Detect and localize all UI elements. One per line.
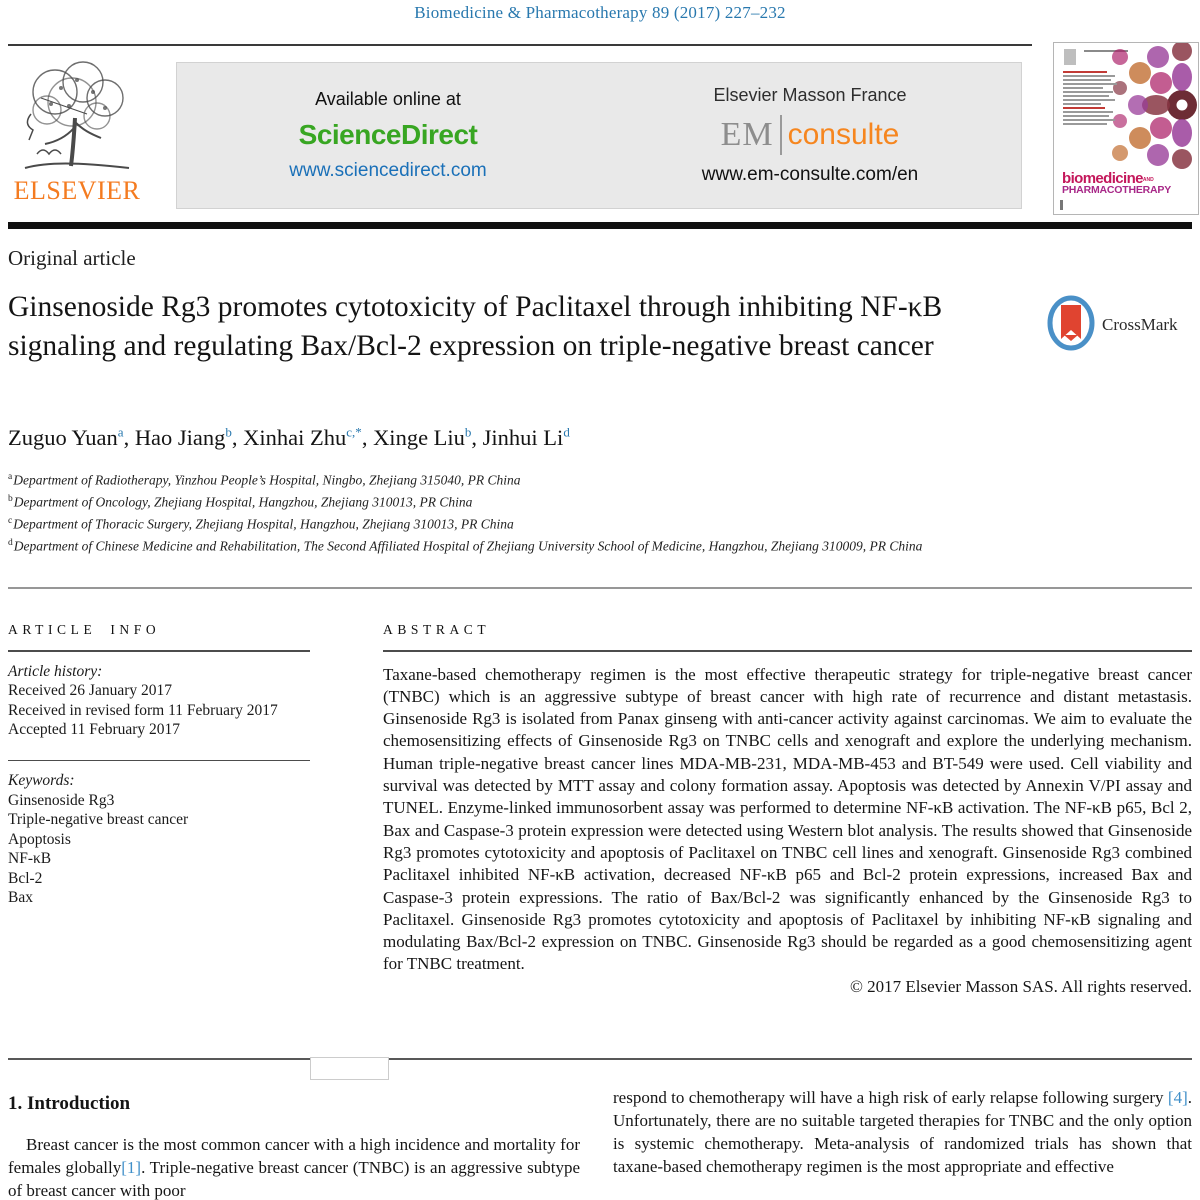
affiliation: $^d$Department of Chinese Medicine and Rehabilitation, The Second Affiliated Hospital of Zhejiang University School of Medicine, Hangzhou, Zhejiang 310009, PR China	[8, 538, 923, 554]
keyword: Bax	[8, 889, 33, 907]
em-consulte-logo[interactable]	[721, 115, 900, 155]
cover-title-main: biomedicine	[1062, 169, 1143, 187]
affiliation-list	[8, 468, 1038, 556]
em-consulte-block	[599, 63, 1021, 208]
footnote-box	[310, 1057, 389, 1080]
introduction-paragraph-left: Breast cancer is the most common cancer with a high incidence and mortality for females globally[1]. Triple-negative breast cancer (TNBC) is an aggressive subtype of breast cancer with poor	[8, 1135, 580, 1200]
article-type-label: Original article	[8, 246, 136, 270]
keyword: Bcl-2	[8, 869, 43, 887]
copyright-line: © 2017 Elsevier Masson SAS. All rights reserved.	[849, 976, 1192, 996]
elsevier-tree-icon	[8, 58, 146, 180]
em-consulte-link[interactable]: www.em-consulte.com/en	[701, 164, 919, 185]
affiliation-rule	[8, 587, 1192, 589]
cover-title-sub: PHARMACOTHERAPY	[1062, 184, 1172, 197]
rule	[383, 650, 1192, 652]
author-affiliation-sup[interactable]: b	[225, 424, 232, 439]
affiliation: $^c$Department of Thoracic Surgery, Zhejiang Hospital, Hangzhou, Zhejiang 310013, PR China	[8, 516, 514, 532]
article-history-label: Article history:	[8, 662, 103, 680]
sciencedirect-logo[interactable]: ScienceDirect	[298, 119, 478, 150]
journal-citation-header: Biomedicine & Pharmacotherapy 89 (2017) 227–232	[414, 3, 786, 22]
article-info-heading: ARTICLE INFO	[8, 622, 161, 637]
keyword: Triple-negative breast cancer	[8, 811, 189, 829]
keyword: Ginsenoside Rg3	[8, 791, 115, 809]
author: Xinhai Zhu$^{c,*}$,	[243, 424, 374, 450]
keyword: Apoptosis	[8, 830, 71, 848]
cover-title-and: AND	[1142, 176, 1154, 183]
elsevier-logo[interactable]	[8, 58, 146, 212]
elsevier-masson-label: Elsevier Masson France	[713, 85, 907, 105]
author: Jinhui Li$^d$	[482, 424, 570, 450]
author-list	[8, 424, 1108, 451]
abstract-heading: ABSTRACT	[383, 622, 491, 637]
introduction-heading: 1. Introduction	[8, 1093, 131, 1114]
footnote-rule	[8, 1058, 1192, 1060]
elsevier-wordmark: ELSEVIER	[13, 176, 141, 205]
available-online-label: Available online at	[315, 89, 461, 109]
author-affiliation-sup[interactable]: a	[117, 424, 124, 439]
crossmark-icon	[1047, 295, 1095, 356]
author-affiliation-sup[interactable]: b	[464, 424, 472, 439]
rule	[8, 650, 310, 652]
availability-banner	[176, 62, 1022, 209]
author: Hao Jiang$^b$,	[134, 424, 244, 450]
author-affiliation-sup[interactable]: c,*	[346, 424, 362, 439]
cover-toc-lines	[1063, 71, 1117, 127]
introduction-paragraph-right: respond to chemotherapy will have a high risk of early relapse following surgery [4]. Unfortunately, there are no suitable targeted therapies for TNBC and the only option is systemic chemotherapy. Meta-analysis of randomized trials has shown that taxane-based chemotherapy regimen is the most appropriate and effective	[613, 1088, 1192, 1176]
journal-cover-thumbnail[interactable]	[1053, 42, 1199, 215]
section-divider-bar	[8, 222, 1192, 229]
top-rule	[8, 44, 1032, 46]
crossmark-badge[interactable]	[1047, 294, 1197, 356]
crossmark-label: CrossMark	[1102, 315, 1178, 334]
sciencedirect-block	[177, 63, 599, 208]
sciencedirect-link[interactable]: www.sciencedirect.com	[289, 160, 487, 181]
author: Xinge Liu$^b$,	[373, 424, 483, 450]
article-title: Ginsenoside Rg3 promotes cytotoxicity of Paclitaxel through inhibiting NF-κB signaling and regulating Bax/Bcl-2 expression on triple-negative breast cancer	[8, 291, 943, 362]
keywords-label: Keywords:	[8, 772, 75, 790]
em-logo-text: EM	[720, 116, 774, 153]
citation-ref-1[interactable]: [1]	[121, 1158, 142, 1177]
abstract-text: Taxane-based chemotherapy regimen is the most effective therapeutic strategy for triple-negative breast cancer (TNBC) which is an aggressive subtype of breast cancer with high rate of recurrence and distant metastasis. Ginsenoside Rg3 is isolated from Panax ginseng with anti-cancer activity against carcinomas. We aim to evaluate the chemosensitizing effects of Ginsenoside Rg3 on TNBC cells and xenograft and explore the underlying mechanism. Human triple-negative breast cancer lines MDA-MB-231, MDA-MB-453 and BT-549 were used. Cell viability and survival was detected by MTT assay and colony formation assay. Apoptosis was detected by Annexin V/PI assay and TUNEL. Enzyme-linked immunosorbent assay was performed to determine NF-κB activation. The NF-κB p65, Bcl 2, Bax and Caspase-3 protein expression were detected using Western blot analysis. The results showed that Ginsenoside Rg3 promotes cytotoxicity and apoptosis of Paclitaxel on TNBC cell lines and xenograft. Ginsenoside Rg3 combined Paclitaxel inhibited NF-κB activation, decreased NF-κB p65 and Bcl-2 protein expressions, increased Bax and Caspase-3 protein expressions. The ratio of Bax/Bcl-2 was significantly enhanced by the Ginsenoside Rg3 to Paclitaxel. Ginsenoside Rg3 promotes cytotoxicity and apoptosis of Paclitaxel by inhibiting NF-κB signaling and modulating Bax/Bcl-2 expression on TNBC. Ginsenoside Rg3 should be regarded as a good chemosensitizing agent for TNBC treatment.	[383, 664, 1192, 974]
affiliation: $^b$Department of Oncology, Zhejiang Hospital, Hangzhou, Zhejiang 310013, PR China	[8, 494, 473, 510]
history-item: Accepted 11 February 2017	[8, 721, 181, 739]
rule	[8, 760, 310, 762]
article-info-section	[8, 622, 318, 908]
abstract-section	[383, 622, 1192, 997]
cover-barcode-mark	[1060, 200, 1063, 210]
history-item: Received in revised form 11 February 2017	[8, 701, 278, 719]
consulte-logo-text: consulte	[787, 118, 900, 151]
affiliation: $^a$Department of Radiotherapy, Yinzhou People’s Hospital, Ningbo, Zhejiang 315040, PR China	[8, 472, 521, 488]
em-divider	[780, 115, 782, 155]
history-item: Received 26 January 2017	[8, 682, 172, 700]
citation-ref-4[interactable]: [4]	[1167, 1088, 1188, 1107]
author: Zuguo Yuan$^a$,	[8, 424, 135, 450]
author-affiliation-sup[interactable]: d	[563, 424, 570, 439]
keyword: NF-κB	[8, 850, 52, 868]
cover-title	[1062, 171, 1171, 196]
